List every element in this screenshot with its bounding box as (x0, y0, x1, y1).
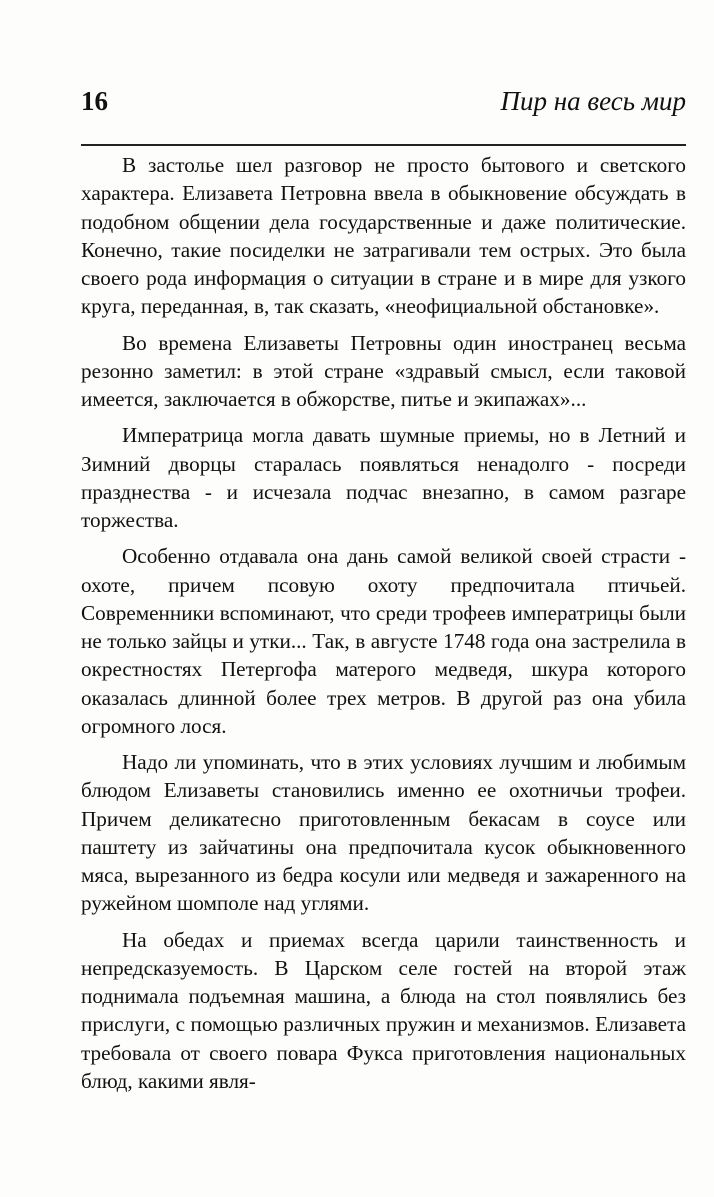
paragraph: Во времена Елизаветы Петровны один иностранец весьма резонно заметил: в этой стране «здравый смысл, если таковой имеется, заключается в обжорстве, питье и экипажах»... (81, 330, 686, 411)
paragraph: На обедах и приемах всегда царили таинственность и непредсказуемость. В Царском селе гостей на второй этаж поднимала подъемная машина, а блюда на стол появлялись без прислуги, с помощью различных пружин и механизмов. Елизавета требовала от своего повара Фукса приготовления национальных блюд, какими явля- (81, 927, 686, 1093)
paragraph: В застолье шел разговор не просто бытового и светского характера. Елизавета Петровна ввела в обыкновение обсуждать в подобном общении дела государственные и даже политические. Конечно, такие посиделки не затрагивали тем острых. Это была своего рода информация о ситуации в стране и в мире для узкого круга, переданная, в, так сказать, «неофициальной обстановке». (81, 153, 686, 319)
page-number: 16 (81, 86, 108, 116)
page-header (81, 82, 686, 126)
paragraph: Надо ли упоминать, что в этих условиях лучшим и любимым блюдом Елизаветы становились именно ее охотничьи трофеи. Причем деликатесно приготовленным бекасам в соусе или паштету из зайчатины она предпочитала кусок обыкновенного мяса, вырезанного из бедра косули или медведя и зажаренного на ружейном шомполе над углями. (81, 750, 686, 916)
header-rule (81, 144, 686, 146)
paragraph: Императрица могла давать шумные приемы, но в Летний и Зимний дворцы старалась появляться ненадолго - посреди празднества - и исчезала подчас внезапно, в самом разгаре торжества. (81, 423, 686, 532)
paragraph: Особенно отдавала она дань самой великой своей страсти - охоте, причем псовую охоту предпочитала птичьей. Современники вспоминают, что среди трофеев императрицы были не только зайцы и утки... Так, в августе 1748 года она застрелила в окрестностях Петергофа матерого медведя, шкура которого оказалась длинной более трех метров. В другой раз она убила огромного лося. (81, 544, 686, 738)
running-title: Пир на весь мир (500, 86, 686, 116)
body-text (81, 151, 686, 1095)
